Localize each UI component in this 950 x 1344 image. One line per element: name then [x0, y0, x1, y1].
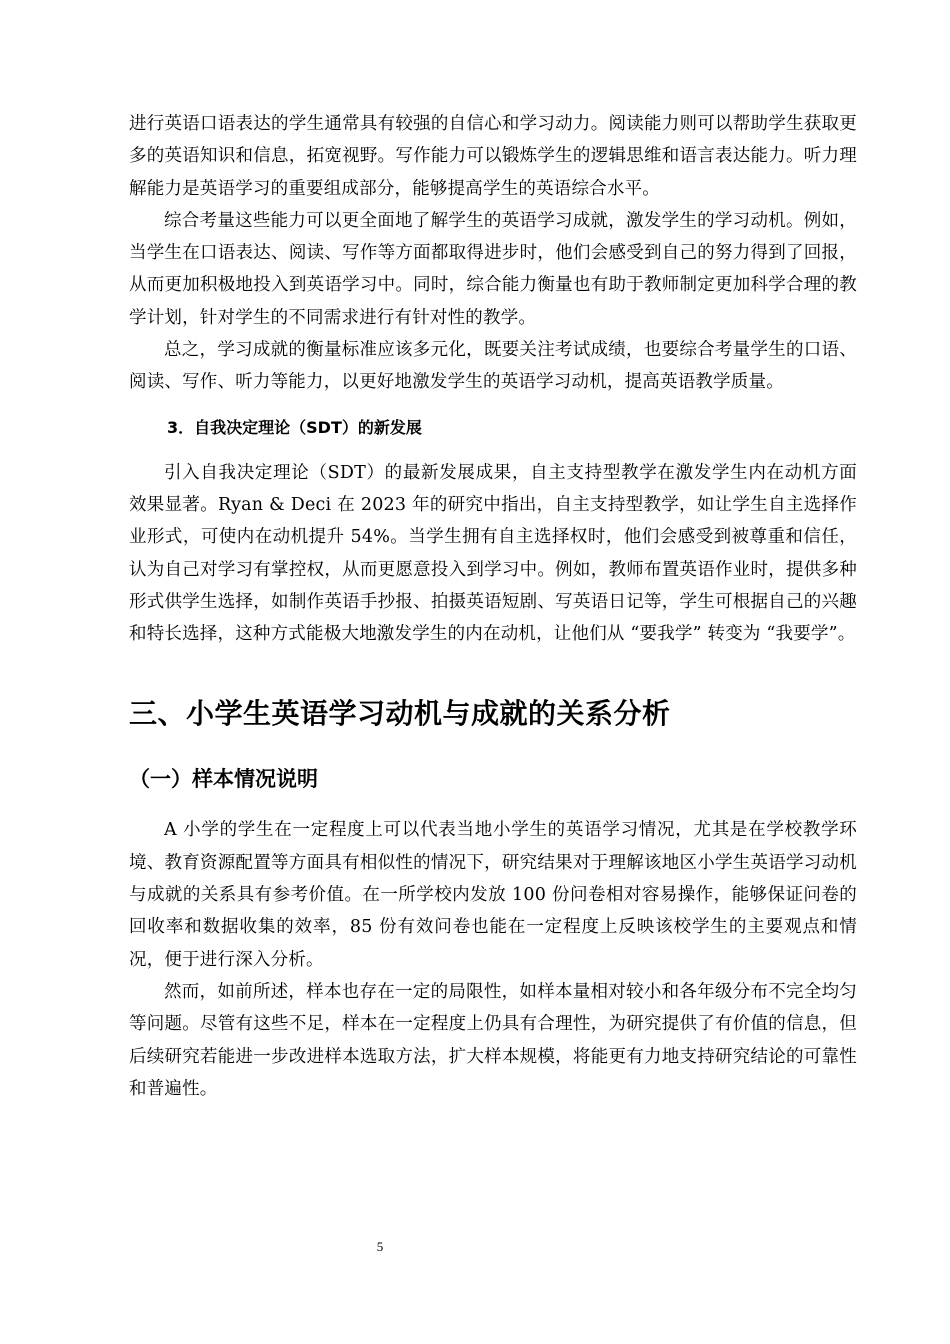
- page-number: 5: [376, 1239, 384, 1254]
- paragraph-sdt: 引入自我决定理论（SDT）的最新发展成果，自主支持型教学在激发学生内在动机方面效果显著。Ryan & Deci 在 2023 年的研究中指出，自主支持型教学，如让学生自主选择作业形式，可使内在动机提升 54%。当学生拥有自主选择权时，他们会感受到被尊重和信任，认为自己对学习有掌控权，从而更愿意投入到学习中。例如，教师布置英语作业时，提供多种形式供学生选择，如制作英语手抄报、拍摄英语短剧、写英语日记等，学生可根据自己的兴趣和特长选择，这种方式能极大地激发学生的内在动机，让他们从 “要我学” 转变为 “我要学”。: [129, 462, 857, 645]
- paragraph-comprehensive-ability: 综合考量这些能力可以更全面地了解学生的英语学习成就，激发学生的学习动机。例如，当学生在口语表达、阅读、写作等方面都取得进步时，他们会感受到自己的努力得到了回报，从而更加积极地投入到英语学习中。同时，综合能力衡量也有助于教师制定更加科学合理的教学计划，针对学生的不同需求进行有针对性的教学。: [129, 210, 857, 328]
- section-heading-sample: （一）样本情况说明: [129, 767, 318, 792]
- paragraph-continued: 进行英语口语表达的学生通常具有较强的自信心和学习动力。阅读能力则可以帮助学生获取更多的英语知识和信息，拓宽视野。写作能力可以锻炼学生的逻辑思维和语言表达能力。听力理解能力是英语学习的重要组成部分，能够提高学生的英语综合水平。: [129, 114, 857, 199]
- paragraph-sample-representativeness: A 小学的学生在一定程度上可以代表当地小学生的英语学习情况，尤其是在学校教学环境、教育资源配置等方面具有相似性的情况下，研究结果对于理解该地区小学生英语学习动机与成就的关系具有参考价值。在一所学校内发放 100 份问卷相对容易操作，能够保证问卷的回收率和数据收集的效率，85 份有效问卷也能在一定程度上反映该校学生的主要观点和情况，便于进行深入分析。: [129, 820, 857, 970]
- paragraph-sample-limitations: 然而，如前所述，样本也存在一定的局限性，如样本量相对较小和各年级分布不完全均匀等问题。尽管有这些不足，样本在一定程度上仍具有合理性，为研究提供了有价值的信息，但后续研究若能进一步改进样本选取方法，扩大样本规模，将能更有力地支持研究结论的可靠性和普遍性。: [129, 981, 857, 1099]
- paragraph-conclusion: 总之，学习成就的衡量标准应该多元化，既要关注考试成绩，也要综合考量学生的口语、阅读、写作、听力等能力，以更好地激发学生的英语学习动机，提高英语教学质量。: [129, 340, 857, 393]
- page-body: [129, 108, 857, 1105]
- chapter-heading: 三、小学生英语学习动机与成就的关系分析: [129, 697, 671, 731]
- subsection-heading-sdt: 3．自我决定理论（SDT）的新发展: [167, 417, 422, 437]
